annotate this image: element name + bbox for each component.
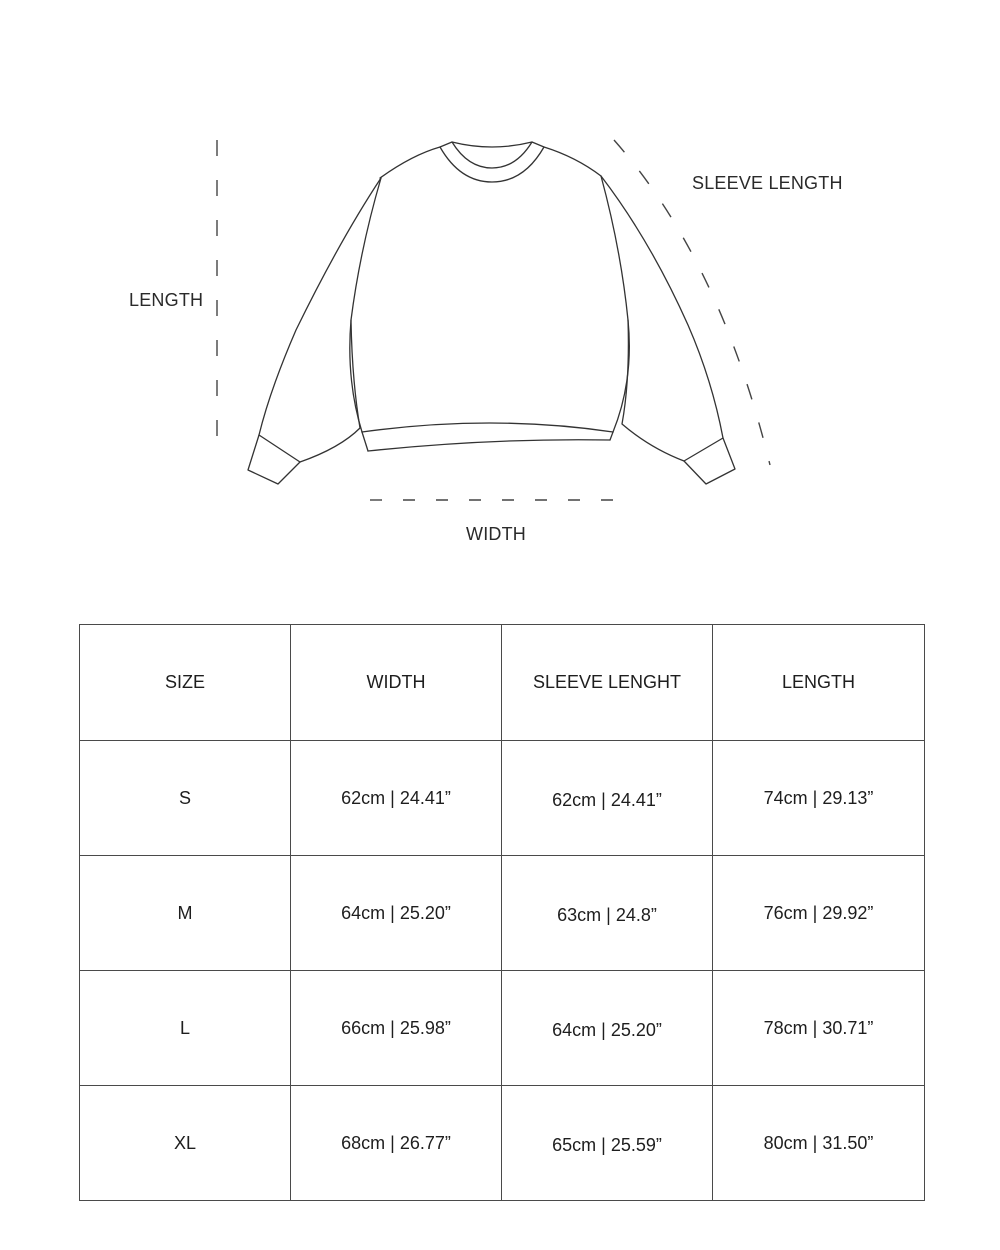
- cell-sleeve-value: 63cm | 24.8”: [557, 904, 657, 925]
- cell-sleeve-value: 65cm | 25.59”: [552, 1134, 662, 1155]
- table-row: [80, 1086, 925, 1201]
- cell-width: 62cm | 24.41”: [291, 741, 502, 856]
- table-row: [80, 856, 925, 971]
- cell-width: 64cm | 25.20”: [291, 856, 502, 971]
- header-sleeve-length: SLEEVE LENGHT: [502, 625, 713, 741]
- cell-length: 74cm | 29.13”: [713, 741, 925, 856]
- cell-size: M: [80, 856, 291, 971]
- cell-sleeve: [502, 971, 713, 1086]
- sleeve-length-label: SLEEVE LENGTH: [692, 173, 843, 193]
- cell-length: 80cm | 31.50”: [713, 1086, 925, 1201]
- header-size: SIZE: [80, 625, 291, 741]
- size-chart-table: [79, 624, 925, 1201]
- cell-length: 78cm | 30.71”: [713, 971, 925, 1086]
- header-length: LENGTH: [713, 625, 925, 741]
- cell-sleeve: [502, 856, 713, 971]
- cell-width: 66cm | 25.98”: [291, 971, 502, 1086]
- width-label: WIDTH: [466, 524, 526, 544]
- cell-width: 68cm | 26.77”: [291, 1086, 502, 1201]
- header-width: WIDTH: [291, 625, 502, 741]
- table-row: [80, 971, 925, 1086]
- length-label: LENGTH: [129, 290, 204, 310]
- cell-sleeve: [502, 741, 713, 856]
- table-row: [80, 741, 925, 856]
- cell-sleeve-value: 62cm | 24.41”: [552, 789, 662, 810]
- cell-size: L: [80, 971, 291, 1086]
- sweatshirt-icon: [248, 142, 735, 484]
- cell-size: XL: [80, 1086, 291, 1201]
- table-header-row: [80, 625, 925, 741]
- cell-length: 76cm | 29.92”: [713, 856, 925, 971]
- cell-size: S: [80, 741, 291, 856]
- cell-sleeve: [502, 1086, 713, 1201]
- cell-sleeve-value: 64cm | 25.20”: [552, 1019, 662, 1040]
